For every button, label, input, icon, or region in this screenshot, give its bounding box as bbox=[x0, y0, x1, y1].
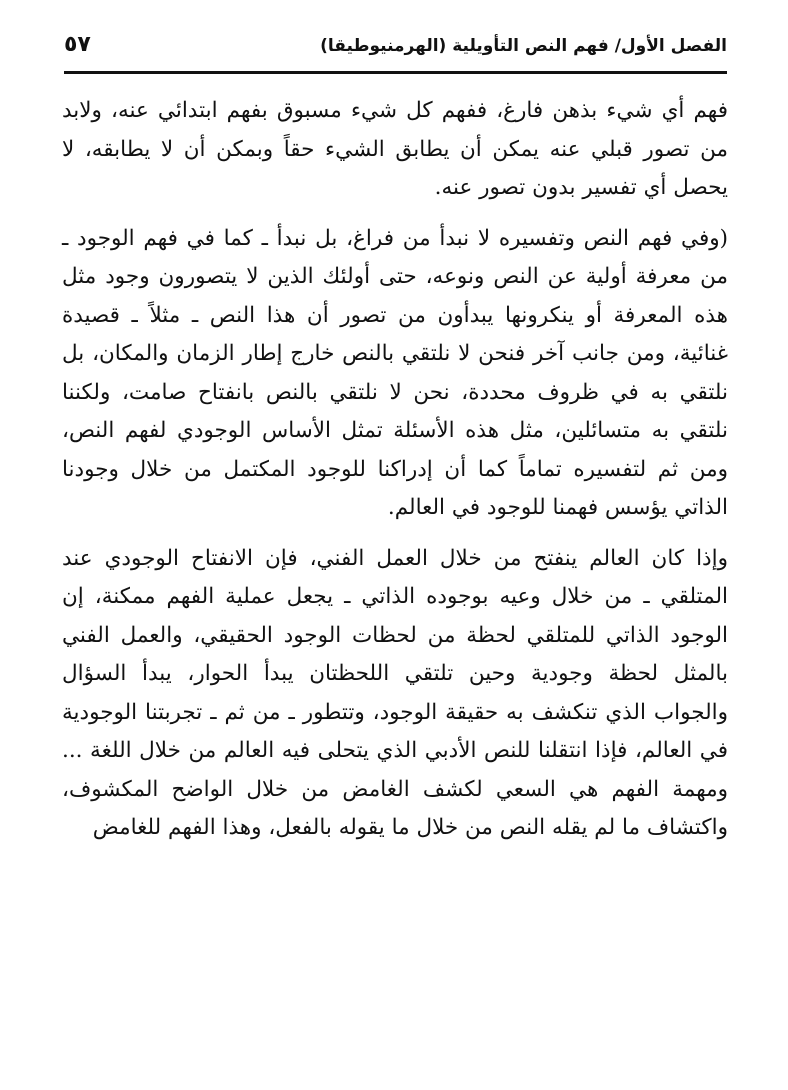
header-divider bbox=[64, 71, 727, 74]
page-number: ٥٧ bbox=[64, 32, 91, 57]
paragraph-2: (وفي فهم النص وتفسيره لا نبدأ من فراغ، بل نبدأ ـ كما في فهم الوجود ـ من معرفة أولية عن النص ونوعه، حتى أولئك الذين لا يتصورون وجود مثل هذه المعرفة أو ينكرونها يبدأون من تصور أن هذا النص ـ مثلاً ـ قصيدة غنائية، ومن جانب آخر فنحن لا نلتقي بالنص خارج إطار الزمان والمكان، بل نلتقي به في ظروف محددة، نحن لا نلتقي بالنص بانفتاح صامت، ولكننا نلتقي به متسائلين، مثل هذه الأسئلة تمثل الأساس الوجودي لفهم النص، ومن ثم لتفسيره تماماً كما أن إدراكنا للوجود المكتمل من خلال وجودنا الذاتي يؤسس فهمنا للوجود في العالم. bbox=[62, 225, 728, 520]
body-text bbox=[62, 92, 728, 848]
running-header bbox=[64, 30, 727, 70]
chapter-title: الفصل الأول/ فهم النص التأويلية (الهرمنيوطيقا) bbox=[320, 36, 727, 56]
paragraph-3: وإذا كان العالم ينفتح من خلال العمل الفني، فإن الانفتاح الوجودي عند المتلقي ـ من خلال وعيه بوجوده الذاتي ـ يجعل عملية الفهم ممكنة، إن الوجود الذاتي للمتلقي لحظة من لحظات الوجود الحقيقي، والعمل الفني بالمثل لحظة وجودية وحين تلتقي اللحظتان يبدأ الحوار، يبدأ السؤال والجواب الذي تنكشف به حقيقة الوجود، وتتطور ـ من ثم ـ تجربتنا الوجودية في العالم، فإذا انتقلنا للنص الأدبي الذي يتحلى فيه العالم من خلال اللغة ... ومهمة الفهم هي السعي لكشف الغامض من خلال الواضح المكشوف، واكتشاف ما لم يقله النص من خلال ما يقوله بالفعل، وهذا الفهم للغامض bbox=[62, 545, 728, 840]
paragraph-1: فهم أي شيء بذهن فارغ، ففهم كل شيء مسبوق بفهم ابتدائي عنه، ولابد من تصور قبلي عنه يمكن أن يطابق الشيء حقاً وبمكن أن لا يطابقه، لا يحصل أي تفسير بدون تصور عنه. bbox=[62, 98, 728, 200]
